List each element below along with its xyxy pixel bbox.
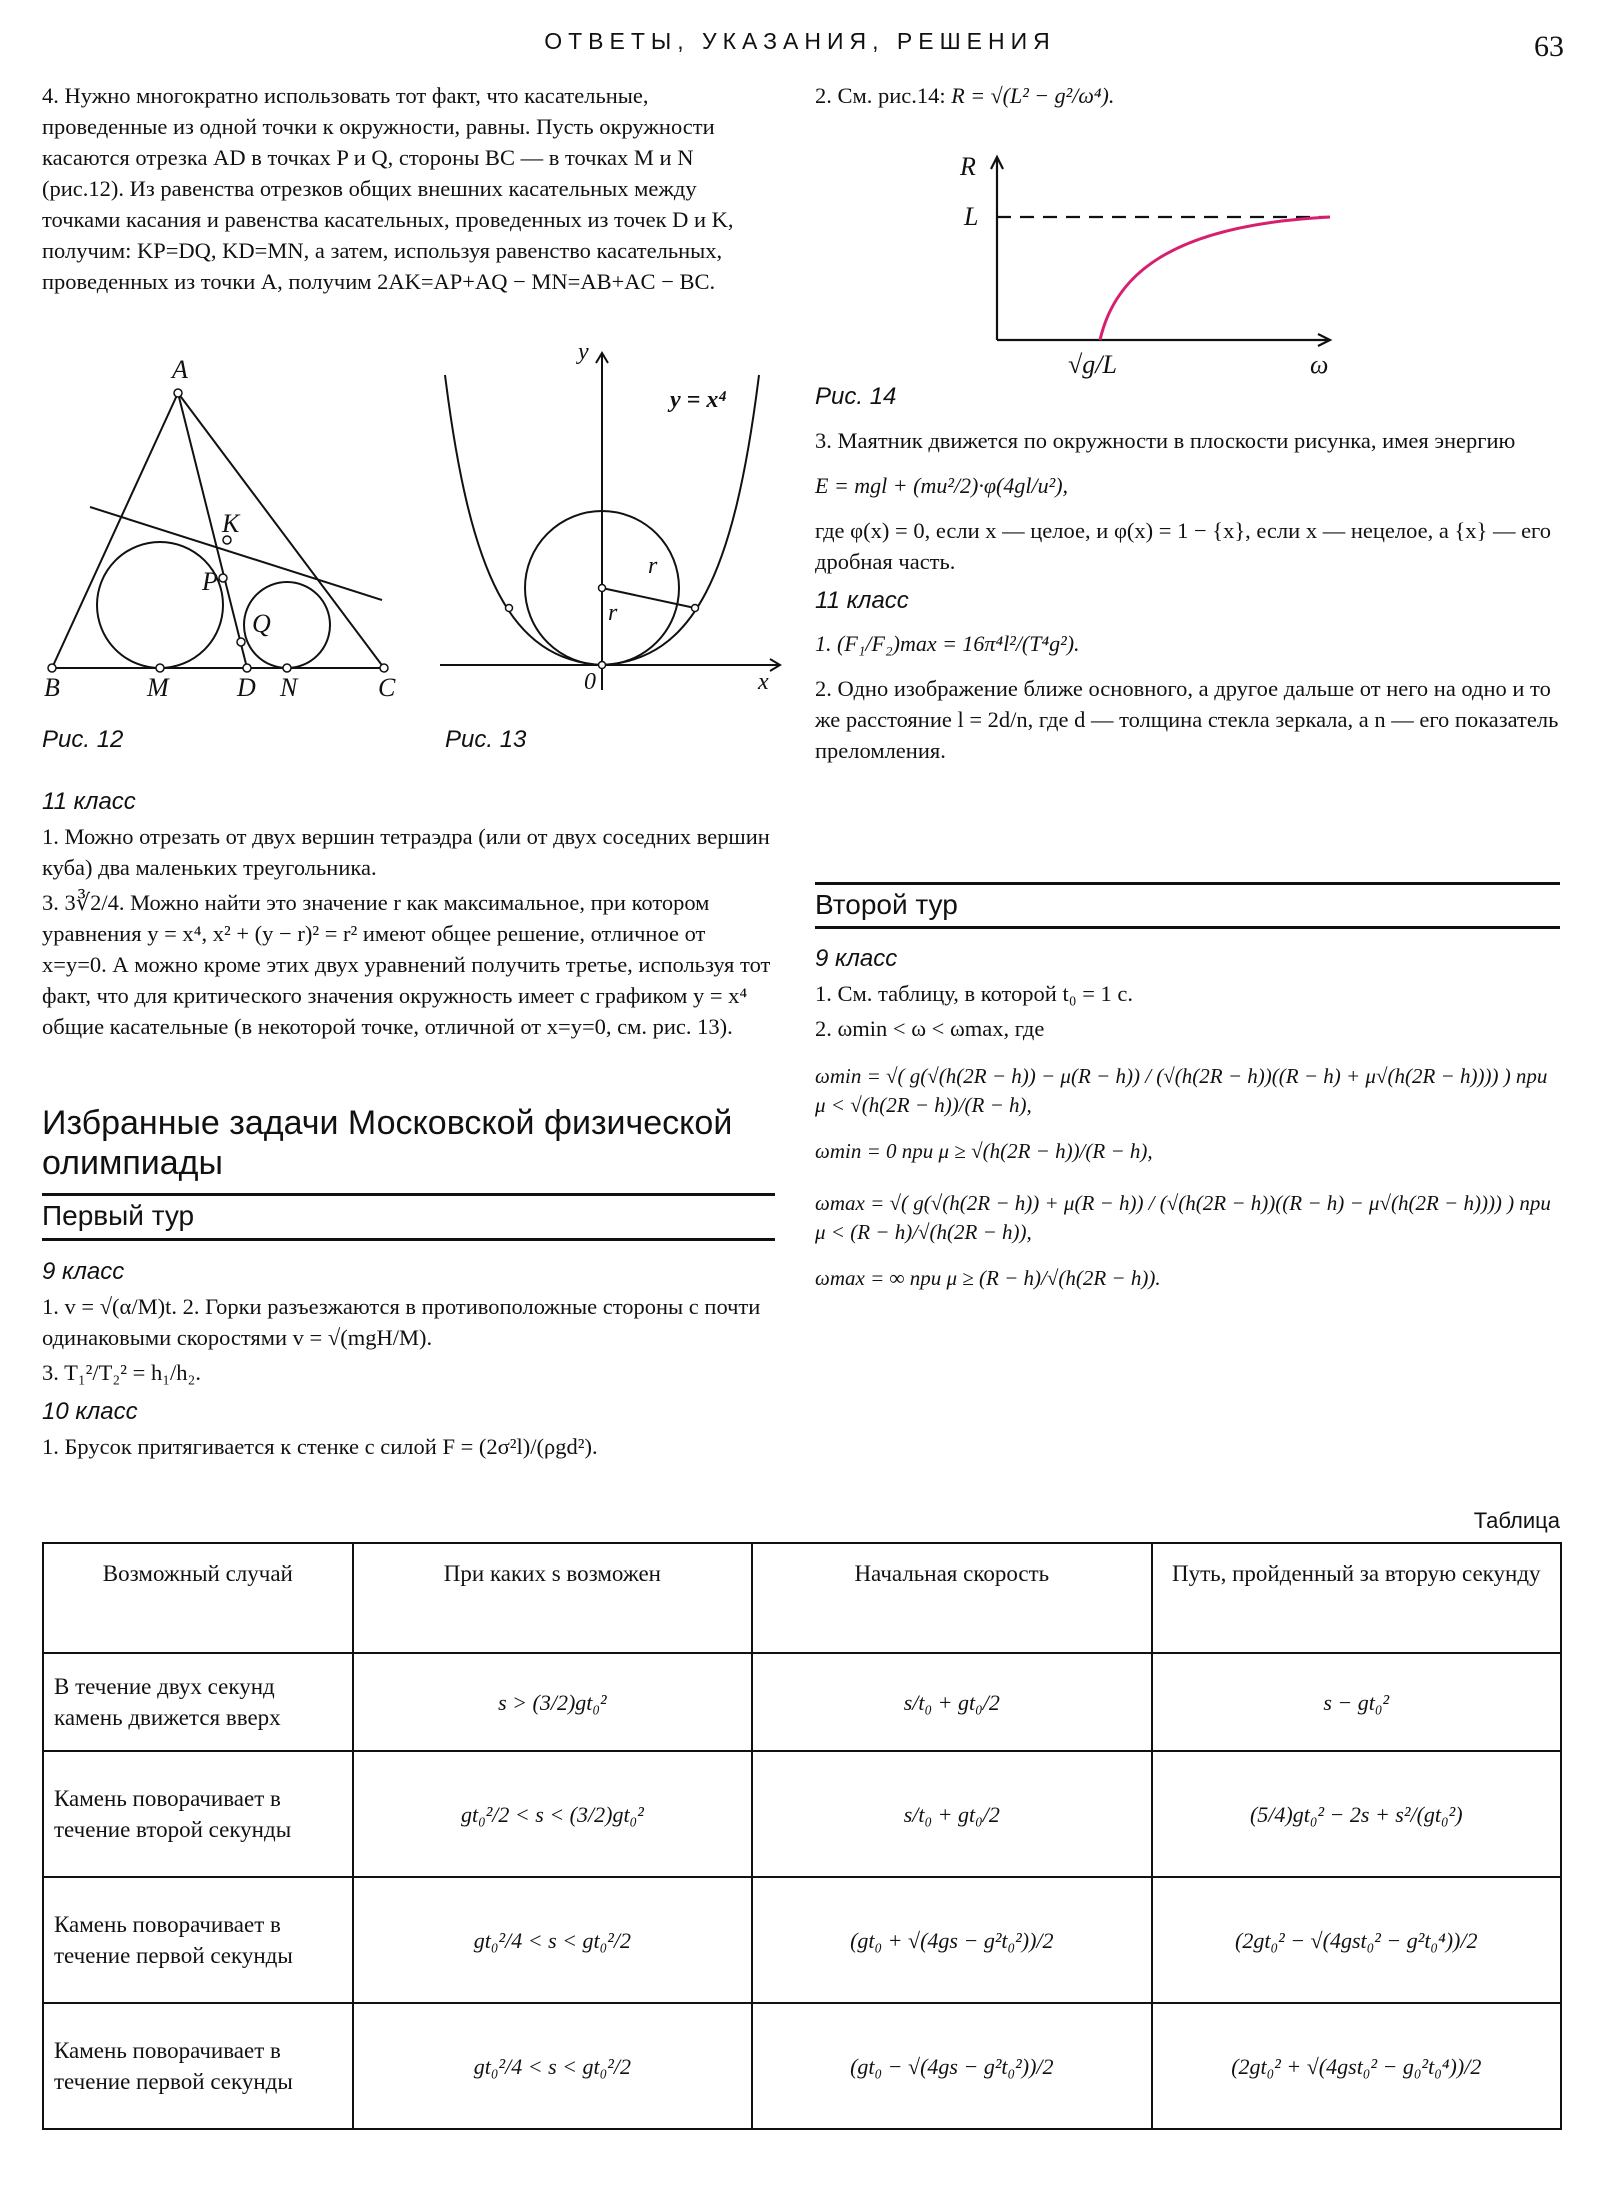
- round-2-rule-bottom: [815, 926, 1560, 929]
- row-3-case: Камень поворачивает в течение первой секунды: [43, 1877, 353, 2003]
- table-row: [43, 2003, 1561, 2129]
- table-header-row: [43, 1543, 1561, 1653]
- row-2-path: (5/4)gt₀² − 2s + s²/(gt₀²): [1152, 1751, 1561, 1877]
- section-rule: [42, 1193, 775, 1196]
- round-2-rule-top: [815, 882, 1560, 885]
- circle-center: [599, 585, 606, 592]
- figure-14: [940, 145, 1360, 385]
- figure-12: [42, 350, 422, 705]
- row-1-condition: s > (3/2)gt₀²: [353, 1653, 752, 1751]
- x-axis-label: x: [758, 669, 769, 695]
- point-b: [48, 664, 56, 672]
- point-d: [243, 664, 251, 672]
- answer-3-tail: где φ(x) = 0, если x — целое, и φ(x) = 1 − {x}, если x — нецелое, а {x} — его дробная часть.: [815, 518, 1551, 574]
- response-curve: [1100, 217, 1330, 340]
- asymptote-label: L: [964, 202, 979, 231]
- table-row: [43, 1751, 1561, 1877]
- grade-11-answer-1: 1. Можно отрезать от двух вершин тетраэдра (или от двух соседних вершин куба) два маленьких треугольника.: [42, 824, 770, 880]
- omega-max-infinite-formula: ωmax = ∞ при μ ≥ (R − h)/√(h(2R − h)).: [815, 1266, 1161, 1290]
- round-1-grade-9-line-2: 3. T₁²/T₂² = h₁/h₂.: [42, 1360, 202, 1385]
- header-path: Путь, пройденный за вторую секунду: [1152, 1543, 1561, 1653]
- header-velocity: Начальная скорость: [752, 1543, 1151, 1653]
- right-answer-2: [815, 80, 1560, 111]
- figure-13-caption: Рис. 13: [445, 726, 527, 753]
- label-n: N: [280, 673, 298, 702]
- figure-12-caption: Рис. 12: [42, 726, 124, 753]
- label-d: D: [237, 673, 256, 702]
- round-1-grade-10-line-1: 1. Брусок притягивается к стенке с силой F = (2σ²l)/(ρgd²).: [42, 1434, 598, 1459]
- table-caption: Таблица: [1473, 1508, 1560, 1533]
- r-axis-label: R: [960, 152, 976, 181]
- row-1-velocity: s/t₀ + gt₀/2: [752, 1653, 1151, 1751]
- row-4-velocity: (gt₀ − √(4gs − g²t₀²))/2: [752, 2003, 1151, 2129]
- label-c: C: [378, 673, 396, 702]
- round-2-answer-1: 1. См. таблицу, в которой t₀ = 1 с.: [815, 981, 1133, 1006]
- round-1-rule: [42, 1238, 775, 1241]
- row-4-case: Камень поворачивает в течение первой секунды: [43, 2003, 353, 2129]
- right-grade-11-answer-2: 2. Одно изображение ближе основного, а другое дальше от него на одно и то же расстояние l = 2d/n, где d — толщина стекла зеркала, а n — его показатель преломления.: [815, 676, 1559, 763]
- point-p: [219, 574, 227, 582]
- force-ratio-formula: 1. (F₁/F₂)max = 16π⁴l²/(T⁴g²).: [815, 631, 1080, 656]
- row-2-velocity: s/t₀ + gt₀/2: [752, 1751, 1151, 1877]
- header-condition: При каких s возможен: [353, 1543, 752, 1653]
- label-b: B: [44, 673, 60, 702]
- y-axis-label: y: [578, 345, 589, 365]
- radius-label-2: r: [608, 600, 618, 626]
- label-k: K: [222, 509, 240, 538]
- omega-tick-label: √g/L: [1068, 350, 1117, 379]
- answers-table: [42, 1542, 1562, 2130]
- grade-11-answer-3: 3. 3∛2/4. Можно найти это значение r как максимальное, при котором уравнения y = x⁴, x² + (y − r)² = r² имеют общее решение, отличное от x=y=0. А можно кроме этих двух уравнений получить третье, используя тот факт, что для критического значения окружность имеет с графиком y = x⁴ общие касательные (в некоторой точке, отличной от x=y=0, см. рис. 13).: [42, 890, 771, 1039]
- point-m: [156, 664, 164, 672]
- row-2-condition: gt₀²/2 < s < (3/2)gt₀²: [353, 1751, 752, 1877]
- radius-label-1: r: [648, 553, 658, 579]
- round-2-answer-2: 2. ωmin < ω < ωmax, где: [815, 1016, 1045, 1041]
- round-1-grade-9-line-1: 1. v = √(α/M)t. 2. Горки разъезжаются в противоположные стороны с почти одинаковыми скоростями v = √(mgH/M).: [42, 1294, 761, 1350]
- side-ac: [178, 393, 384, 668]
- origin-label: 0: [584, 669, 596, 695]
- omega-axis-label: ω: [1310, 350, 1329, 379]
- round-1-answers: [42, 1248, 772, 1466]
- label-p: P: [202, 567, 218, 596]
- tangent-point-left: [506, 605, 513, 612]
- header-case: Возможный случай: [43, 1543, 353, 1653]
- label-q: Q: [252, 609, 271, 638]
- label-m: M: [147, 673, 169, 702]
- point-a: [174, 389, 182, 397]
- answer-2-text: 2. См. рис.14:: [815, 83, 946, 108]
- label-a: A: [172, 355, 188, 384]
- answer-4: 4. Нужно многократно использовать тот факт, что касательные, проведенные из одной точки к окружности, равны. Пусть окружности касаются отрезка AD в точках P и Q, стороны BC — в точках M и N (рис.12). Из равенства отрезков общих внешних касательных между точками касания и равенства касательных, проведенных из точек D и K, получим: KP=DQ, KD=MN, а затем, используя равенство касательных, проведенных из точки A, получим 2AK=AP+AQ − MN=AB+AC − BC.: [42, 83, 734, 294]
- answer-2-formula: R = √(L² − g²/ω⁴).: [951, 83, 1115, 108]
- point-n: [283, 664, 291, 672]
- answer-3-intro: 3. Маятник движется по окружности в плоскости рисунка, имея энергию: [815, 428, 1516, 453]
- table-row: [43, 1877, 1561, 2003]
- row-1-path: s − gt₀²: [1152, 1653, 1561, 1751]
- row-4-path: (2gt₀² + √(4gst₀² − g₀²t₀⁴))/2: [1152, 2003, 1561, 2129]
- round-1-grade-10-heading: 10 класс: [42, 1398, 138, 1425]
- origin-point: [599, 662, 606, 669]
- row-1-case: В течение двух секунд камень движется вверх: [43, 1653, 353, 1751]
- omega-min-zero-formula: ωmin = 0 при μ ≥ √(h(2R − h))/(R − h),: [815, 1139, 1153, 1163]
- omega-max-formula: ωmax = √( g(√(h(2R − h)) + μ(R − h)) / (√(h(2R − h))((R − h) − μ√(h(2R − h)))) ) при μ < (R − h)/√(h(2R − h)),: [815, 1191, 1551, 1244]
- figure-14-caption: Рис. 14: [815, 383, 897, 410]
- curve-label: y = x⁴: [670, 387, 727, 413]
- point-q: [237, 638, 245, 646]
- row-3-path: (2gt₀² − √(4gst₀² − g²t₀⁴))/2: [1152, 1877, 1561, 2003]
- left-column-bottom: [42, 778, 772, 1046]
- round-2-heading: Второй тур: [815, 889, 958, 920]
- circle-large: [97, 542, 223, 668]
- running-title: ОТВЕТЫ, УКАЗАНИЯ, РЕШЕНИЯ: [544, 28, 1056, 54]
- round-2-grade-9-heading: 9 класс: [815, 945, 898, 972]
- row-3-velocity: (gt₀ + √(4gs − g²t₀²))/2: [752, 1877, 1151, 2003]
- energy-formula: E = mgl + (mu²/2)·φ(4gl/u²),: [815, 473, 1069, 498]
- row-4-condition: gt₀²/4 < s < gt₀²/2: [353, 2003, 752, 2129]
- tangent-point-right: [692, 605, 699, 612]
- table-row: [43, 1653, 1561, 1751]
- left-column-top: [42, 80, 772, 301]
- figure-13: [440, 345, 785, 705]
- right-grade-11-heading: 11 класс: [815, 587, 909, 614]
- omega-min-formula: ωmin = √( g(√(h(2R − h)) − μ(R − h)) / (√(h(2R − h))((R − h) + μ√(h(2R − h)))) ) при μ < √(h(2R − h))/(R − h),: [815, 1064, 1548, 1117]
- point-c: [380, 664, 388, 672]
- row-2-case: Камень поворачивает в течение второй секунды: [43, 1751, 353, 1877]
- side-ab: [52, 393, 178, 668]
- section-title: Избранные задачи Московской физической олимпиады: [42, 1104, 733, 1182]
- round-1-heading: Первый тур: [42, 1200, 195, 1231]
- right-column-upper: [815, 425, 1560, 770]
- grade-11-heading: 11 класс: [42, 788, 136, 815]
- round-1-grade-9-heading: 9 класс: [42, 1258, 125, 1285]
- round-2-answers: [815, 935, 1560, 1294]
- page-number: 63: [1534, 30, 1564, 63]
- row-3-condition: gt₀²/4 < s < gt₀²/2: [353, 1877, 752, 2003]
